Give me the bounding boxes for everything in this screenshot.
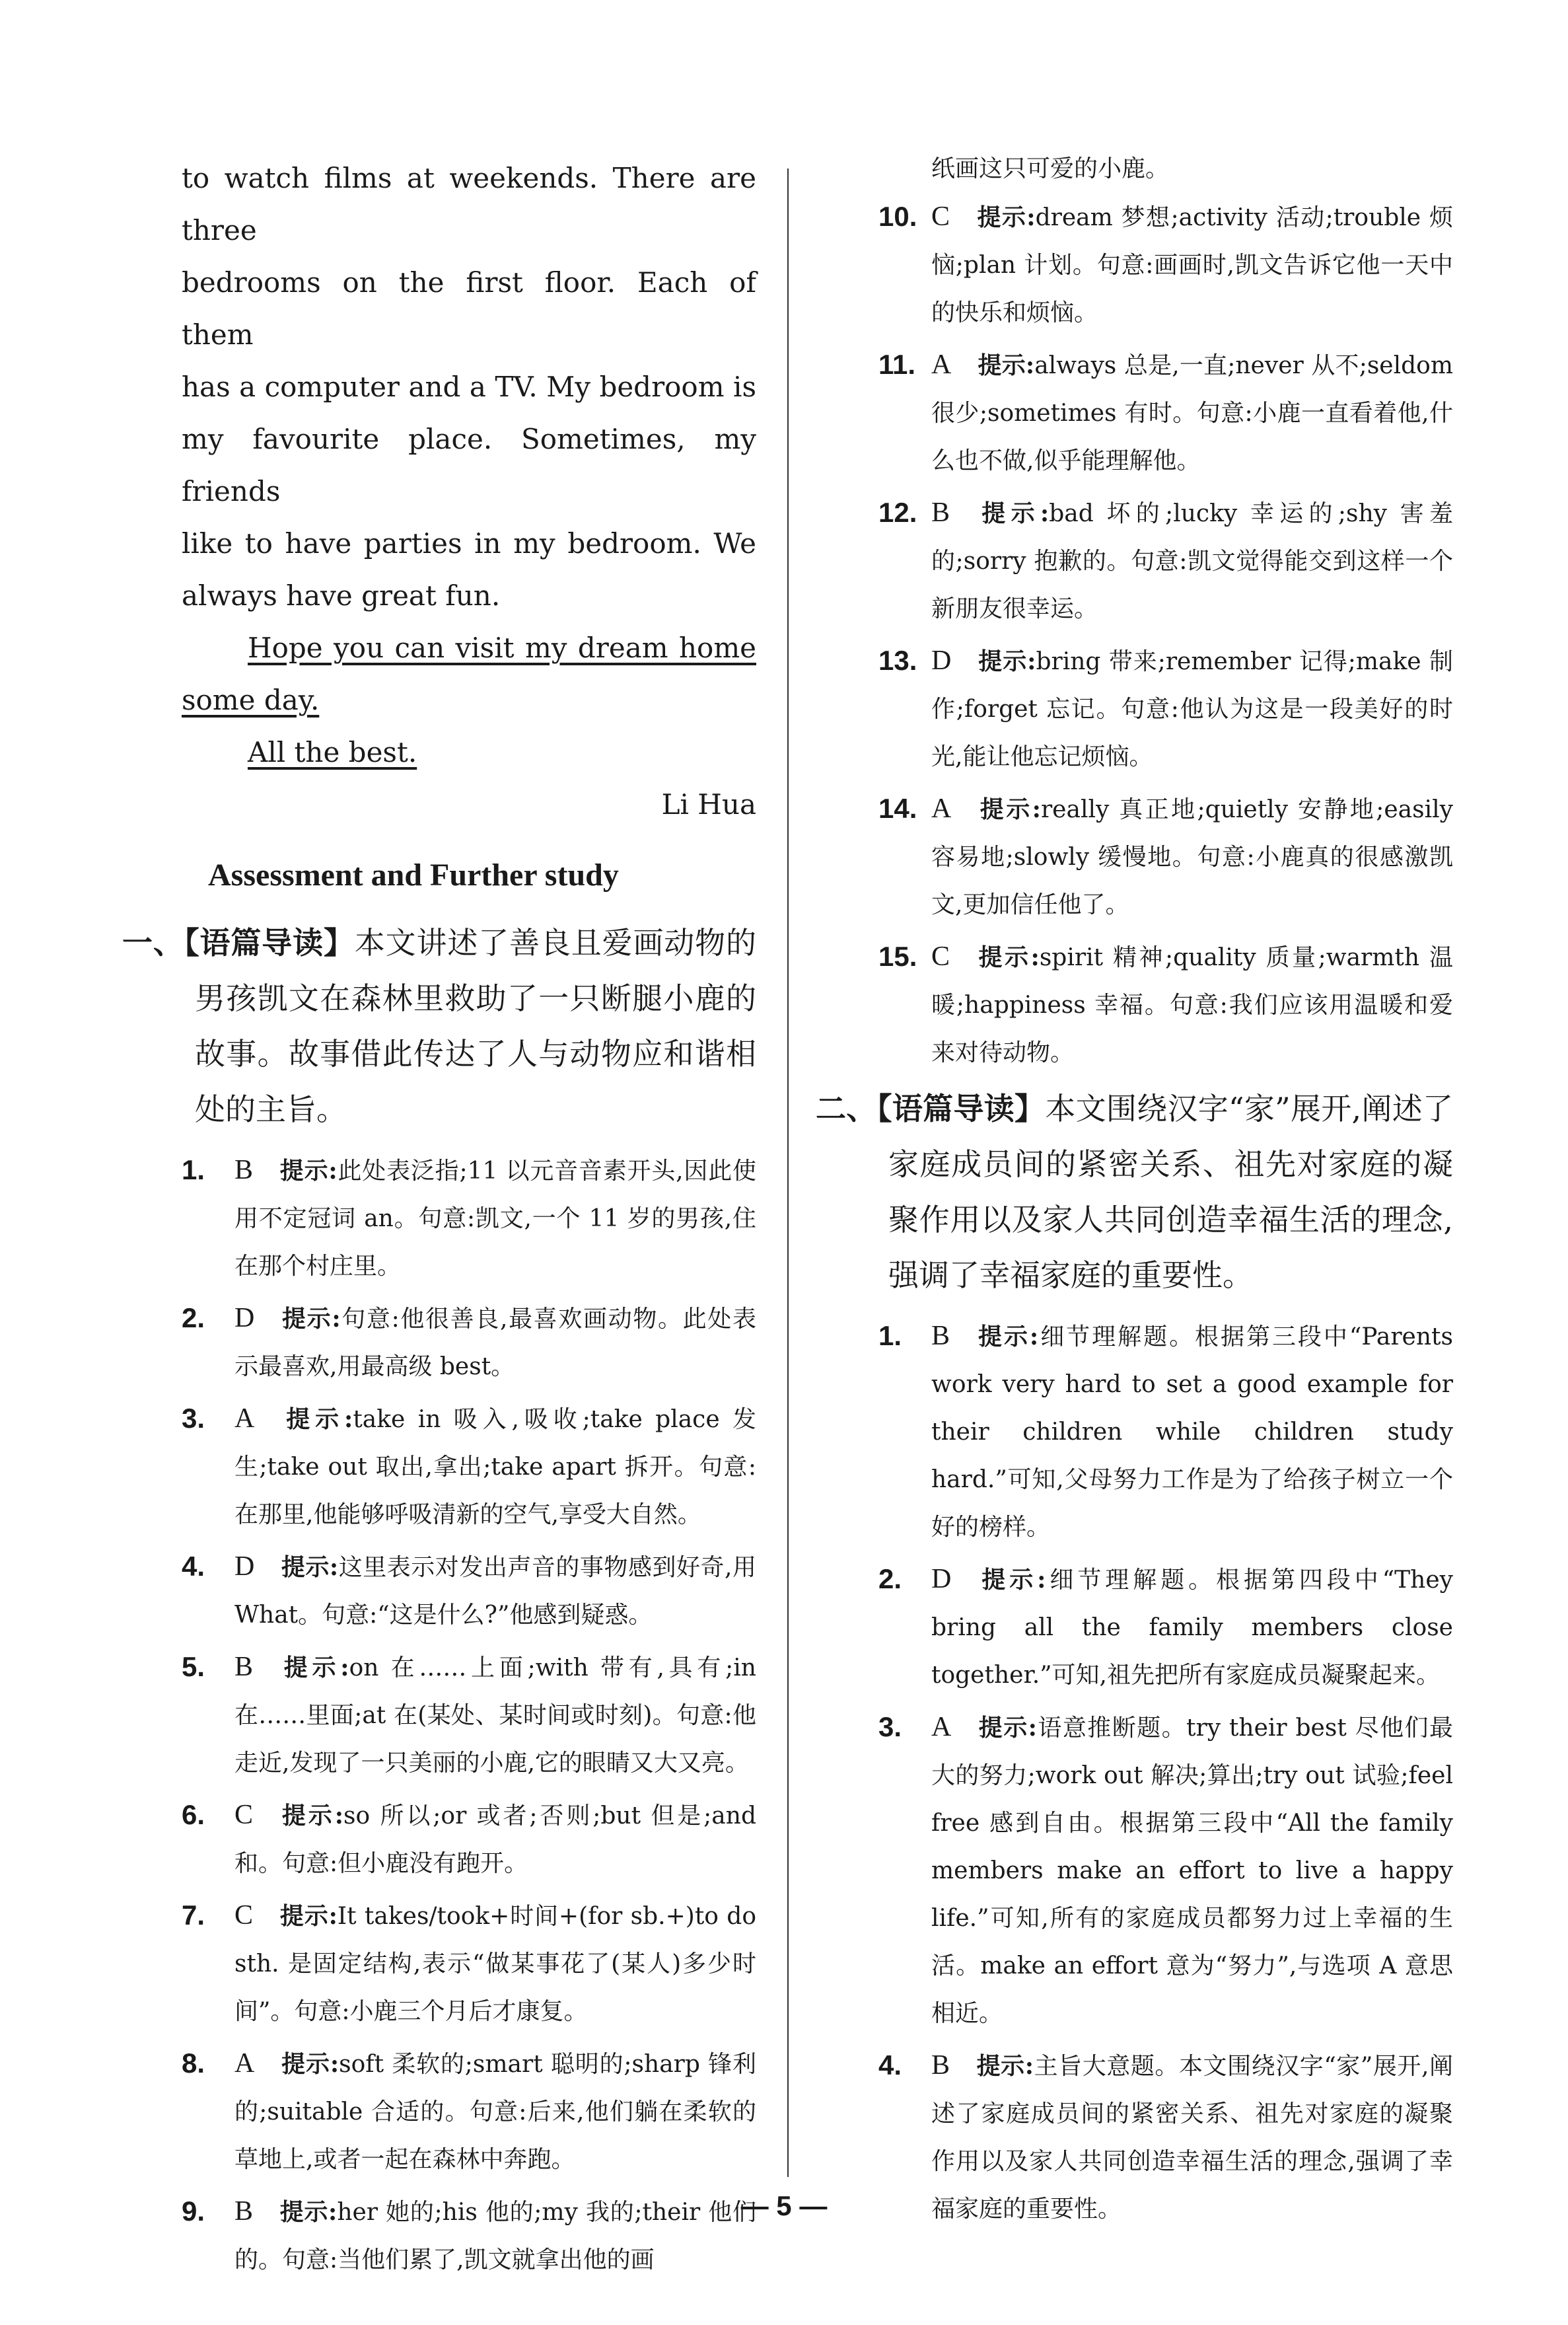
letter-closing: Hope you can visit my dream home <box>248 632 756 664</box>
left-column <box>122 152 757 2288</box>
answer-item: 3. A 提示:take in 吸入,吸收;take place 发生;take out 取出,拿出;take apart 拆开。句意:在那里,他能够呼吸清新的空气,享受大自然。 <box>182 1403 756 1528</box>
answer-item: 15. C 提示:spirit 精神;quality 质量;warmth 温暖;happiness 幸福。句意:我们应该用温暖和爱来对待动物。 <box>878 941 1453 1066</box>
answer-item: 11. A 提示:always 总是,一直;never 从不;seldom 很少;sometimes 有时。句意:小鹿一直看着他,什么也不做,似乎能理解他。 <box>878 349 1453 474</box>
page-number: — 5 — <box>740 2190 828 2221</box>
part2-items <box>878 1312 1453 2233</box>
answer-item: 12. B 提示:bad 坏的;lucky 幸运的;shy 害羞的;sorry 抱歉的。句意:凯文觉得能交到这样一个新朋友很幸运。 <box>878 497 1454 622</box>
answer-item: 8. A 提示:soft 柔软的;smart 聪明的;sharp 锋利的;suitable 合适的。句意:后来,他们躺在柔软的草地上,或者一起在森林中奔跑。 <box>182 2048 756 2173</box>
letter-line: to watch films at weekends. There are three <box>182 162 756 246</box>
letter-signature: Li Hua <box>661 788 756 821</box>
answer-item: 2. D 提示:细节理解题。根据第四段中“They bring all the family members close together.”可知,祖先把所有家庭成员凝聚起来。 <box>878 1563 1453 1689</box>
answer-item: 10. C 提示:dream 梦想;activity 活动;trouble 烦恼;plan 计划。句意:画画时,凯文告诉它他一天中的快乐和烦恼。 <box>878 201 1453 326</box>
letter-line: my favourite place. Sometimes, my friends <box>182 423 756 507</box>
letter-line: bedrooms on the first floor. Each of them <box>182 266 756 351</box>
answer-item: 6. C 提示:so 所以;or 或者;否则;but 但是;and 和。句意:但小鹿没有跑开。 <box>182 1799 756 1877</box>
answer-item: 2. D 提示:句意:他很善良,最喜欢画动物。此处表示最喜欢,用最高级 best。 <box>182 1302 756 1380</box>
letter-closing: All the best. <box>248 736 417 768</box>
answer-item: 1. B 提示:细节理解题。根据第三段中“Parents work very hard to set a good example for their children while children study hard.”可知,父母努力工作是为了给孩子树立一个好的榜样。 <box>878 1320 1453 1541</box>
answer-item: 13. D 提示:bring 带来;remember 记得;make 制作;forget 忘记。句意:他认为这是一段美好的时光,能让他忘记烦恼。 <box>878 645 1453 770</box>
answer-item: 7. C 提示:It takes/took+时间+(for sb.+)to do sth. 是固定结构,表示“做某事花了(某人)多少时间”。句意:小鹿三个月后才康复。 <box>182 1900 756 2025</box>
section-title: Assessment and Further study <box>208 858 619 893</box>
letter-line: like to have parties in my bedroom. We <box>182 527 756 560</box>
part1-items <box>182 1146 756 2284</box>
answer-item: 1. B 提示:此处表泛指;11 以元音音素开头,因此使用不定冠词 an。句意:凯文,一个 11 岁的男孩,住在那个村庄里。 <box>182 1154 756 1280</box>
part2-intro: 二、【语篇导读】本文围绕汉字“家”展开,阐述了家庭成员间的紧密关系、祖先对家庭的凝聚作用以及家人共同创造幸福生活的理念,强调了幸福家庭的重要性。 <box>816 1091 1454 1293</box>
letter-passage <box>182 152 756 830</box>
part1-intro: 一、【语篇导读】本文讲述了善良且爱画动物的男孩凯文在森林里救助了一只断腿小鹿的故事。故事借此传达了人与动物应和谐相处的主旨。 <box>122 925 757 1127</box>
right-column <box>816 152 1454 2237</box>
letter-line: always have great fun. <box>182 579 501 612</box>
answer-item: 9. B 提示:her 她的;his 他的;my 我的;their 他们的。句意:当他们累了,凯文就拿出他的画 <box>182 2196 756 2273</box>
part1-items-continued <box>878 193 1453 1077</box>
answer-item: 4. B 提示:主旨大意题。本文围绕汉字“家”展开,阐述了家庭成员间的紧密关系、祖先对家庭的凝聚作用以及家人共同创造幸福生活的理念,强调了幸福家庭的重要性。 <box>878 2049 1453 2223</box>
letter-closing: some day. <box>182 684 320 716</box>
column-divider <box>787 168 789 2177</box>
answer-item: 3. A 提示:语意推断题。try their best 尽他们最大的努力;work out 解决;算出;try out 试验;feel free 感到自由。根据第三段中“All the family members make an effort to live a happy life.”可知,所有的家庭成员都努力过上幸福的生活。make an effort 意为“努力”,与选项 A 意思相近。 <box>878 1711 1453 2027</box>
answer-item: 5. B 提示:on 在……上面;with 带有,具有;in 在……里面;at 在(某处、某时间或时刻)。句意:他走近,发现了一只美丽的小鹿,它的眼睛又大又亮。 <box>182 1651 756 1777</box>
answer-item: 4. D 提示:这里表示对发出声音的事物感到好奇,用 What。句意:“这是什么?”他感到疑惑。 <box>182 1551 756 1629</box>
item9-continuation: 纸画这只可爱的小鹿。 <box>931 155 1170 182</box>
letter-line: has a computer and a TV. My bedroom is <box>182 371 756 403</box>
answer-item: 14. A 提示:really 真正地;quietly 安静地;easily 容易地;slowly 缓慢地。句意:小鹿真的很感激凯文,更加信任他了。 <box>878 793 1453 918</box>
